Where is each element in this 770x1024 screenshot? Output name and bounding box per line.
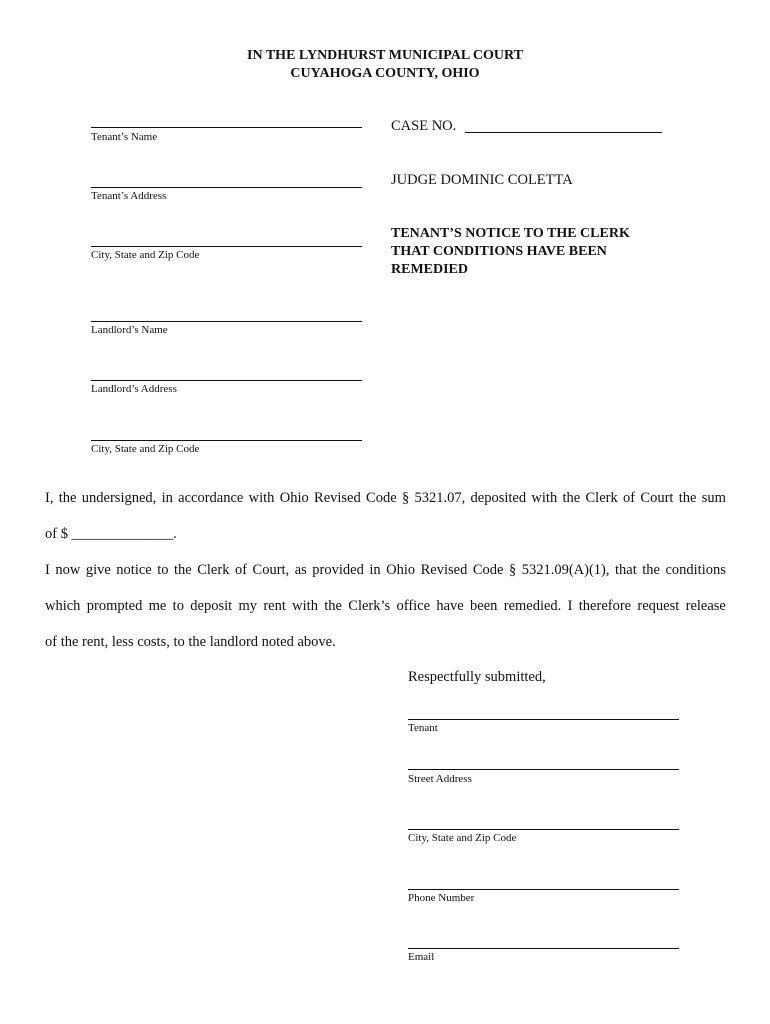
- email-line[interactable]: [408, 948, 679, 949]
- case-no-label: CASE NO.: [391, 118, 457, 134]
- body-line-2: of $ ______________.: [45, 526, 177, 542]
- landlord-address-label: Landlord’s Address: [91, 383, 177, 395]
- notice-title-line-3: REMEDIED: [391, 262, 469, 277]
- landlord-name-line[interactable]: [91, 321, 362, 322]
- phone-number-line[interactable]: [408, 889, 679, 890]
- landlord-address-line[interactable]: [91, 380, 362, 381]
- phone-number-label: Phone Number: [408, 892, 475, 904]
- landlord-city-line[interactable]: [91, 440, 362, 441]
- court-name: IN THE LYNDHURST MUNICIPAL COURT: [247, 48, 523, 63]
- body-line-4: which prompted me to deposit my rent with the Clerk’s office have been remedied. I therefore request release: [45, 598, 726, 614]
- signature-city-label: City, State and Zip Code: [408, 832, 517, 844]
- tenant-address-label: Tenant’s Address: [91, 190, 167, 202]
- tenant-signature-line[interactable]: [408, 719, 679, 720]
- signature-city-line[interactable]: [408, 829, 679, 830]
- closing-text: Respectfully submitted,: [408, 669, 546, 685]
- tenant-address-line[interactable]: [91, 187, 362, 188]
- tenant-name-label: Tenant’s Name: [91, 131, 158, 143]
- landlord-city-label: City, State and Zip Code: [91, 443, 200, 455]
- notice-title-line-2: THAT CONDITIONS HAVE BEEN: [391, 244, 607, 259]
- landlord-name-label: Landlord’s Name: [91, 324, 168, 336]
- tenant-signature-label: Tenant: [408, 722, 438, 734]
- street-address-line[interactable]: [408, 769, 679, 770]
- body-line-3: I now give notice to the Clerk of Court, as provided in Ohio Revised Code § 5321.09(A)(1), that the conditions: [45, 562, 726, 578]
- street-address-label: Street Address: [408, 773, 472, 785]
- case-no-line[interactable]: [465, 132, 662, 133]
- tenant-name-line[interactable]: [91, 127, 362, 128]
- email-label: Email: [408, 951, 435, 963]
- county-name: CUYAHOGA COUNTY, OHIO: [290, 66, 480, 81]
- body-line-1: I, the undersigned, in accordance with Ohio Revised Code § 5321.07, deposited with the Clerk of Court the sum: [45, 490, 726, 506]
- judge-name: JUDGE DOMINIC COLETTA: [391, 172, 573, 188]
- notice-title-line-1: TENANT’S NOTICE TO THE CLERK: [391, 226, 630, 241]
- tenant-city-line[interactable]: [91, 246, 362, 247]
- body-line-5: of the rent, less costs, to the landlord noted above.: [45, 634, 336, 650]
- tenant-city-label: City, State and Zip Code: [91, 249, 200, 261]
